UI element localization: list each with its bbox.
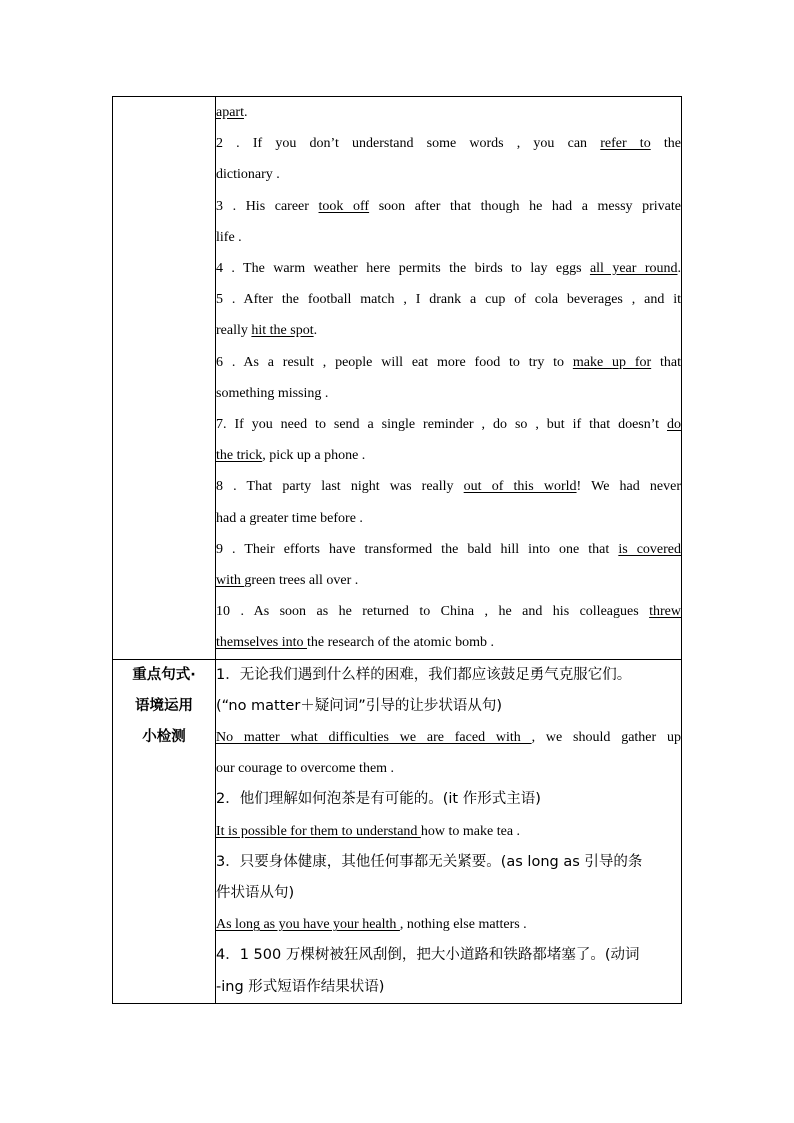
hint-line: (“no matter＋疑问词”引导的让步状语从句): [216, 697, 502, 714]
sentence-line: life .: [216, 229, 242, 245]
hint-line: 件状语从句): [216, 885, 295, 902]
sentence-line: 9 . Their efforts have transformed the bald hill into one that is covered: [216, 541, 681, 557]
answer-line: our courage to overcome them .: [216, 761, 395, 777]
sentence-line: the trick, pick up a phone .: [216, 448, 366, 464]
section-label-empty: [113, 97, 216, 660]
sentence-line: something missing .: [216, 385, 329, 401]
sentence-line: 3 . His career took off soon after that though he had a messy private: [216, 198, 681, 214]
sentence-line: 2 . If you don’t understand some words , you can refer to the: [216, 136, 681, 152]
answer-line: It is possible for them to understand how to make tea .: [216, 823, 521, 839]
answer-line: No matter what difficulties we are faced with , we should gather up: [216, 730, 681, 746]
sentence-line: really hit the spot.: [216, 323, 318, 339]
sentence-line: 4 . The warm weather here permits the birds to lay eggs all year round.: [216, 261, 681, 277]
question-line: 1．无论我们遇到什么样的困难，我们都应该鼓足勇气克服它们。: [216, 666, 632, 683]
sentence-line: dictionary .: [216, 167, 280, 183]
question-line: 4．1 500 万棵树被狂风刮倒，把大小道路和铁路都堵塞了。(动词: [216, 947, 640, 964]
sentence-line: 7. If you need to send a single reminder , do so , but if that doesn’t do: [216, 417, 681, 433]
sentence-line: with green trees all over .: [216, 573, 359, 589]
section-label: [113, 659, 216, 1003]
sentence-line: 8 . That party last night was really out of this world! We had never: [216, 479, 681, 495]
section-label-text: 重点句式·语境运用小检测: [132, 666, 196, 745]
sentence-line: apart.: [216, 105, 248, 120]
sentence-line: 10 . As soon as he returned to China , he and his colleagues threw: [216, 604, 681, 620]
question-line: 3．只要身体健康，其他任何事都无关紧要。(as long as 引导的条: [216, 853, 643, 870]
answer-line: As long as you have your health , nothing else matters .: [216, 917, 527, 933]
sentence-line: 6 . As a result , people will eat more food to try to make up for that: [216, 354, 681, 370]
table-row: [113, 97, 682, 660]
question-line: 2．他们理解如何泡茶是有可能的。(it 作形式主语): [216, 791, 541, 808]
sentence-line: had a greater time before .: [216, 510, 363, 526]
table-row: [113, 659, 682, 1003]
phrase-examples-cell: [216, 97, 682, 660]
sentence-line: 5 . After the football match , I drank a cup of cola beverages , and it: [216, 292, 681, 308]
sentence-check-cell: [216, 659, 682, 1003]
sentence-line: themselves into the research of the atomic bomb .: [216, 635, 494, 651]
hint-line: -ing 形式短语作结果状语): [216, 978, 385, 995]
exercise-table: [112, 96, 682, 1004]
